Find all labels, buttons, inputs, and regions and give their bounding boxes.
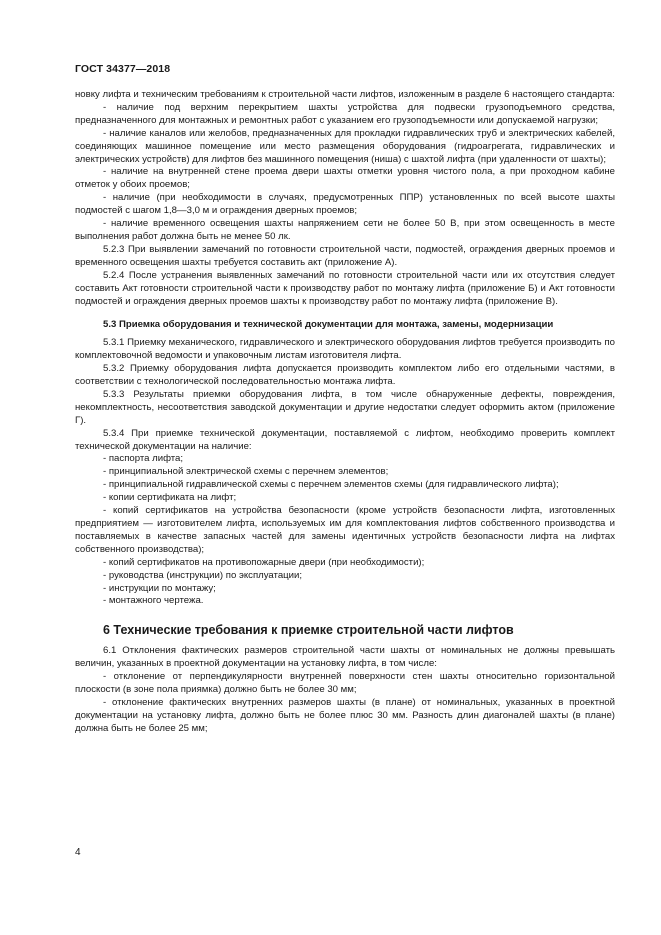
clause-5-2-4: 5.2.4 После устранения выявленных замечаний по готовности строительной части или их отсутствия следует составить Акт готовности строительной части к производству работ по монтажу лифта (приложение Б) и Акт готовности подмостей и ограждения дверных проемов шахты к производству работ по монтажу лифта (приложение В).	[75, 269, 615, 307]
list-item: - паспорта лифта;	[103, 453, 184, 465]
clause-5-3-3: 5.3.3 Результаты приемки оборудования лифта, в том числе обнаруженные дефекты, повреждения, некомплектность, несоответствия заводской документации и другие недостатки следует оформить актом (приложение Г).	[75, 388, 615, 426]
list-item: - копий сертификатов на противопожарные двери (при необходимости);	[103, 556, 425, 568]
clause-5-2-3: 5.2.3 При выявлении замечаний по готовности строительной части, подмостей, ограждения дверных проемов и временного освещения шахты требуется составить акт (приложение А).	[75, 243, 615, 268]
page-number: 4	[75, 847, 81, 858]
list-item: - принципиальной гидравлической схемы с перечнем элементов схемы (для гидравлического лифта);	[103, 479, 559, 491]
document-header: ГОСТ 34377—2018	[75, 63, 171, 75]
list-item: - наличие на внутренней стене проема двери шахты отметки уровня чистого пола, а при проходном кабине отметок у обоих проемов;	[75, 166, 615, 191]
list-item: - монтажного чертежа.	[103, 595, 204, 607]
list-item: - наличие временного освещения шахты напряжением сети не более 50 В, при этом освещенность в месте выполнения работ должна быть не менее 50 лк.	[75, 218, 615, 242]
list-item: - принципиальной электрической схемы с перечнем элементов;	[103, 466, 389, 478]
section-6-heading: 6 Технические требования к приемке строительной части лифтов	[103, 623, 514, 638]
list-item: - наличие (при необходимости в случаях, предусмотренных ППР) установленных по всей высоте шахты подмостей с шагом 1,8—3,0 м и ограждения дверных проемов;	[75, 192, 615, 217]
list-item: - руководства (инструкции) по эксплуатации;	[103, 569, 303, 581]
list-item: - инструкции по монтажу;	[103, 582, 216, 594]
list-item: - наличие под верхним перекрытием шахты устройства для подвески грузоподъемного средства, предназначенного для монтажных и ремонтных работ с указанием его грузоподъемности или допускаемой нагрузки;	[75, 101, 615, 126]
document-body	[75, 89, 615, 736]
list-item: - копий сертификатов на устройства безопасности (кроме устройств безопасности лифта, изготовленных предприятием — изготовителем лифта, используемых им для комплектования лифтов собственного производства и поставляемых в качестве запасных частей для замены идентичных устройств безопасности лифта на лифтах собственного производства);	[75, 505, 615, 555]
clause-6-1: 6.1 Отклонения фактических размеров строительной части шахты от номинальных не должны превышать величин, указанных в проектной документации на установку лифта, в том числе:	[75, 645, 615, 670]
clause-5-3-1: 5.3.1 Приемку механического, гидравлического и электрического оборудования лифтов требуется производить по комплектовочной ведомости и упаковочным листам изготовителя лифта.	[75, 337, 615, 362]
list-item: - отклонение от перпендикулярности внутренней поверхности стен шахты относительно горизонтальной плоскости (в зоне пола приямка) должно быть не более 30 мм;	[75, 671, 615, 696]
clause-5-3-4: 5.3.4 При приемке технической документации, поставляемой с лифтом, необходимо проверить комплект технической документации на наличие:	[75, 427, 615, 452]
clause-5-3-2: 5.3.2 Приемку оборудования лифта допускается производить комплектом либо его отдельными частями, в соответствии с технологической последовательностью монтажа лифта.	[75, 363, 615, 388]
list-item: - отклонение фактических внутренних размеров шахты (в плане) от номинальных, указанных в проектной документации на установку лифта, должно быть не более плюс 30 мм. Разность длин диагоналей шахты (в плане) должна быть не более 25 мм;	[75, 696, 615, 734]
section-5-3-heading: 5.3 Приемка оборудования и технической документации для монтажа, замены, модернизации	[103, 319, 554, 331]
list-item: - копии сертификата на лифт;	[103, 492, 237, 504]
paragraph-continuation: новку лифта и техническим требованиям к строительной части лифтов, изложенным в разделе 6 настоящего стандарта:	[75, 89, 615, 100]
list-item: - наличие каналов или желобов, предназначенных для прокладки гидравлических труб и электрических кабелей, соединяющих машинное помещение или место размещения оборудования (гидроагрегата, гидравлических и электрических устройств) для лифтов без машинного помещения (ниша) с шахтой лифта (при удаленности от шахты);	[75, 127, 615, 165]
